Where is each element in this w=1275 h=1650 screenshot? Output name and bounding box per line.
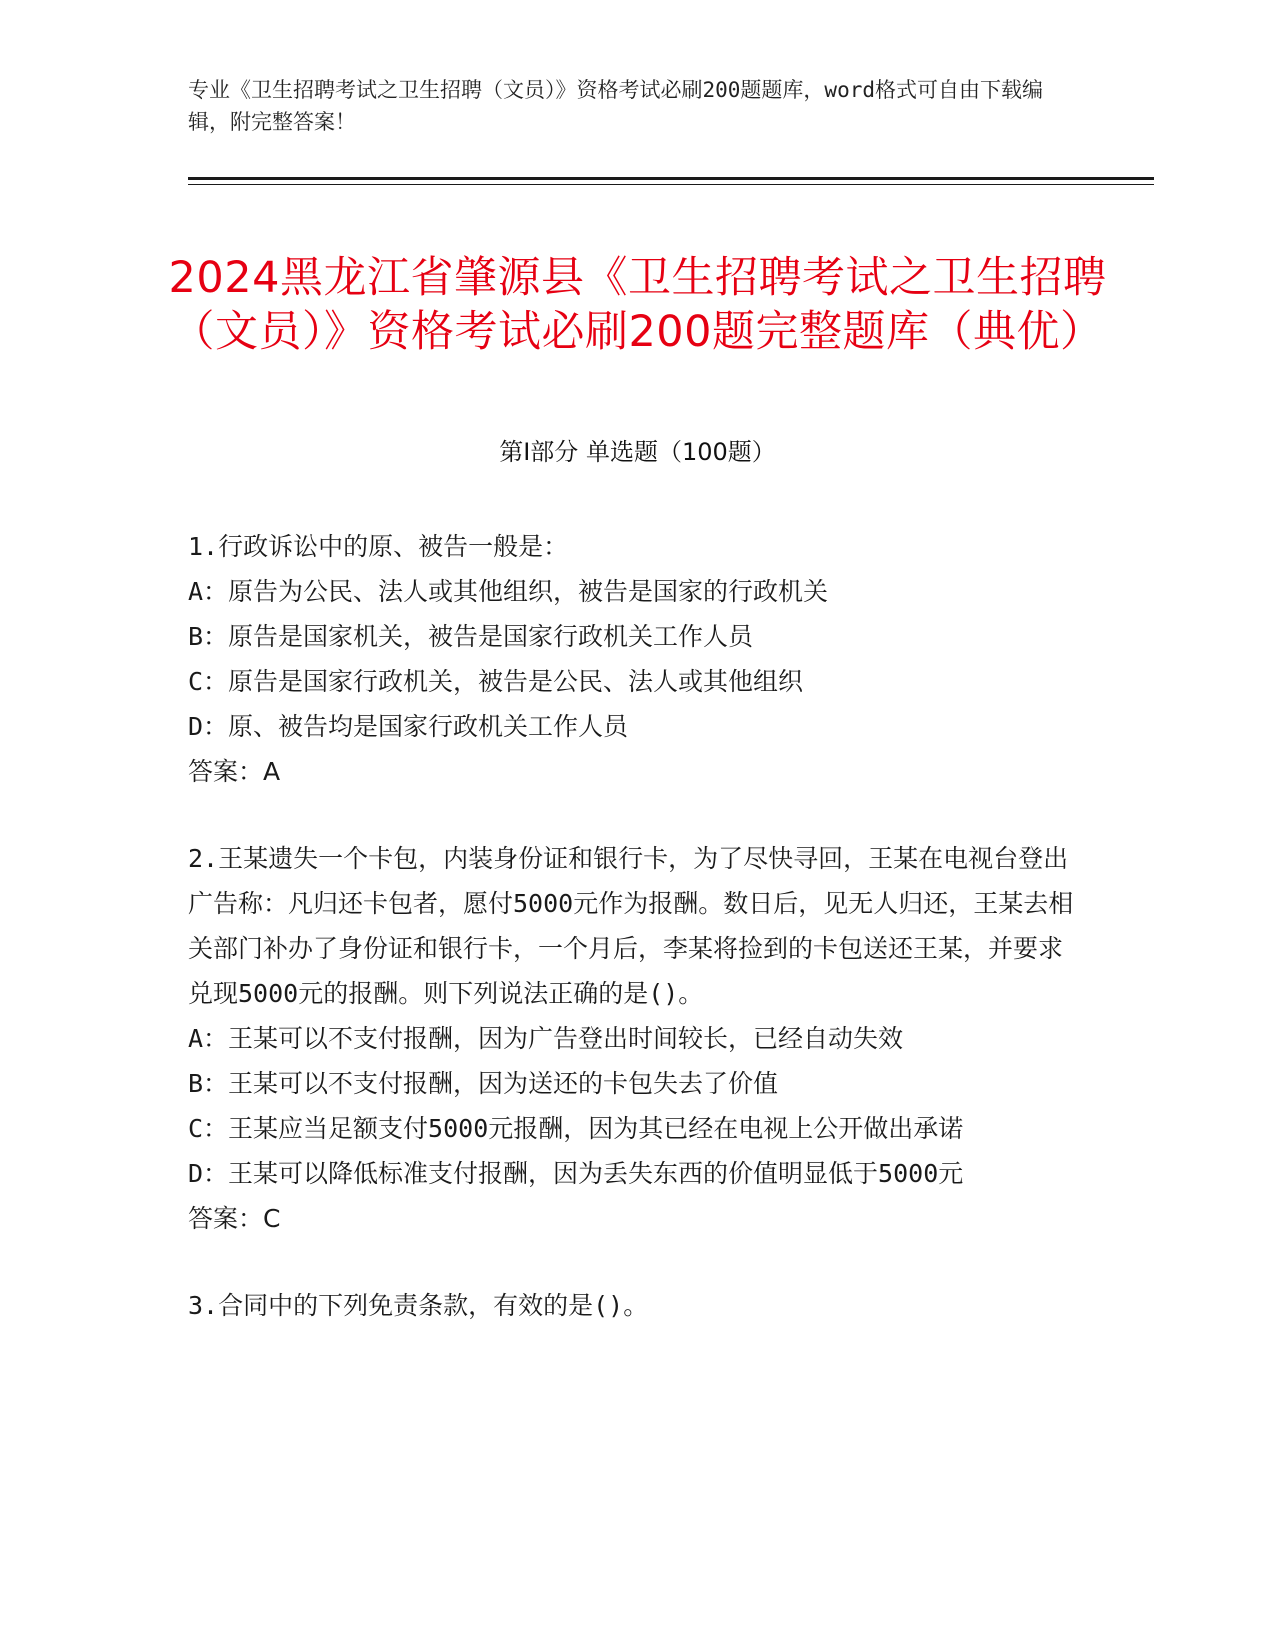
answer: 答案：C	[188, 1204, 281, 1233]
option-c: C：原告是国家行政机关，被告是公民、法人或其他组织	[188, 667, 804, 696]
option-d: D：原、被告均是国家行政机关工作人员	[188, 712, 629, 741]
question-stem: 2.王某遗失一个卡包，内装身份证和银行卡，为了尽快寻回，王某在电视台登出广告称：凡归还卡包者，愿付5000元作为报酬。数日后，见无人归还，王某去相关部门补办了身份证和银行卡，一个月后，李某将捡到的卡包送还王某，并要求兑现5000元的报酬。则下列说法正确的是()。	[188, 844, 1074, 1008]
question-stem: 3.合同中的下列免责条款，有效的是()。	[188, 1291, 649, 1320]
header-rule-thick	[188, 177, 1154, 180]
option-b: B：王某可以不支付报酬，因为送还的卡包失去了价值	[188, 1069, 779, 1098]
option-a: A：王某可以不支付报酬，因为广告登出时间较长，已经自动失效	[188, 1024, 904, 1053]
question-list	[188, 524, 1078, 1370]
question-stem: 1.行政诉讼中的原、被告一般是：	[188, 532, 569, 561]
question-3	[188, 1283, 1078, 1328]
header-note: 专业《卫生招聘考试之卫生招聘（文员）》资格考试必刷200题题库，word格式可自由下载编辑，附完整答案！	[188, 78, 1043, 134]
option-c: C：王某应当足额支付5000元报酬，因为其已经在电视上公开做出承诺	[188, 1114, 964, 1143]
question-2	[188, 836, 1078, 1241]
option-b: B：原告是国家机关，被告是国家行政机关工作人员	[188, 622, 754, 651]
option-d: D：王某可以降低标准支付报酬，因为丢失东西的价值明显低于5000元	[188, 1159, 964, 1188]
option-a: A：原告为公民、法人或其他组织，被告是国家的行政机关	[188, 577, 829, 606]
answer: 答案：A	[188, 757, 281, 786]
question-1	[188, 524, 1078, 794]
header-rule-thin	[188, 184, 1154, 185]
section-heading: 第I部分 单选题（100题）	[499, 438, 776, 466]
document-title: 2024黑龙江省肇源县《卫生招聘考试之卫生招聘（文员）》资格考试必刷200题完整题库（典优）	[168, 252, 1107, 357]
